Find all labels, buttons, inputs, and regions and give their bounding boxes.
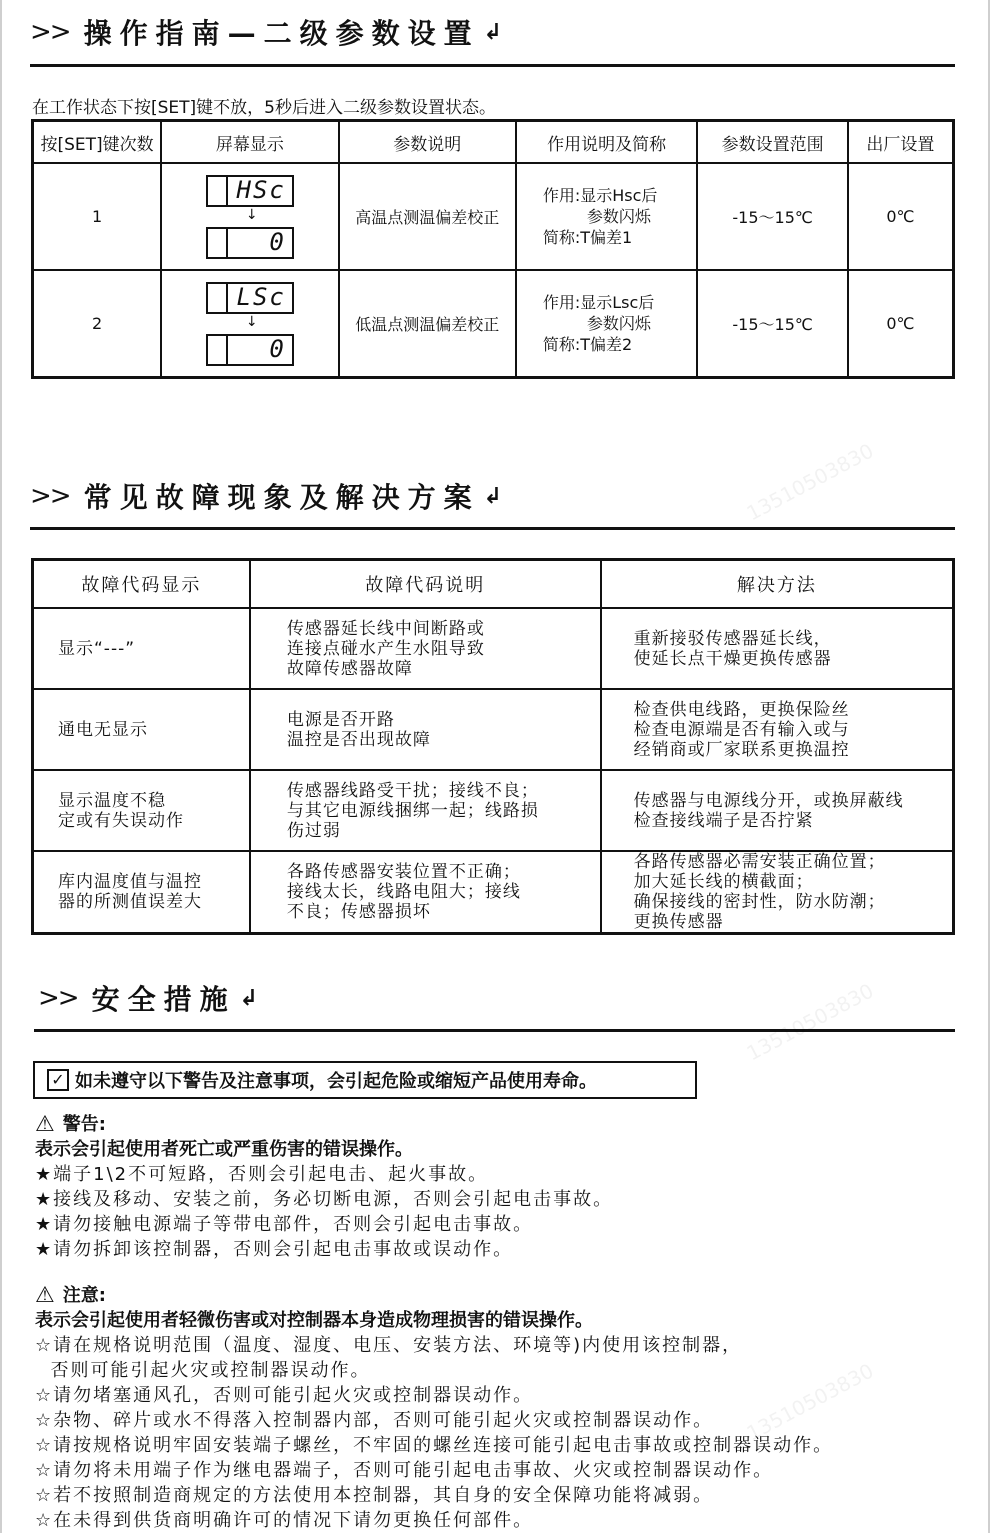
header-cell: 出厂设置 bbox=[848, 121, 954, 164]
watermark: 13510503830 bbox=[742, 978, 878, 1066]
section-faults-rule bbox=[30, 527, 955, 530]
function-line: 参数闪烁 bbox=[586, 314, 651, 333]
fault-desc bbox=[250, 851, 601, 934]
caution-block bbox=[35, 1283, 833, 1533]
table-header-row bbox=[33, 560, 954, 609]
param-table bbox=[31, 119, 955, 379]
header-cell: 参数说明 bbox=[339, 121, 516, 164]
cell-line: 传感器线路受干扰；接线不良； bbox=[286, 780, 539, 801]
caution-label: 注意: bbox=[62, 1285, 106, 1306]
screen-display bbox=[161, 163, 339, 270]
caution-item: ☆在未得到供货商明确许可的情况下请勿更换任何部件。 bbox=[35, 1510, 534, 1531]
caution-item: ☆若不按照制造商规定的方法使用本控制器，其自身的安全保障功能将减弱。 bbox=[35, 1485, 714, 1506]
cell-line: 更换传感器 bbox=[633, 912, 724, 932]
fault-desc bbox=[250, 689, 601, 770]
lcd-top-text: LSc bbox=[236, 282, 286, 311]
fault-fix bbox=[601, 689, 954, 770]
warning-label: 警告: bbox=[62, 1114, 106, 1135]
section-params-header bbox=[30, 12, 502, 52]
cell-line: 检查接线端子是否拧紧 bbox=[633, 810, 814, 831]
param-desc: 高温点测温偏差校正 bbox=[339, 163, 516, 270]
header-cell: 故障代码说明 bbox=[250, 560, 601, 609]
function-line: 作用:显示Lsc后 bbox=[542, 293, 655, 312]
lcd-bottom-text: 0 bbox=[269, 227, 286, 256]
lcd-top-text: HSc bbox=[236, 175, 286, 204]
caution-item: ☆杂物、碎片或水不得落入控制器内部，否则可能引起火灾或控制器误动作。 bbox=[35, 1410, 714, 1431]
section-params-rule bbox=[30, 64, 955, 67]
lcd-display-icon bbox=[206, 175, 294, 255]
warning-lead: 表示会引起使用者死亡或严重伤害的错误操作。 bbox=[35, 1139, 413, 1160]
fault-code bbox=[33, 608, 250, 689]
warning-item: ★请勿接触电源端子等带电部件，否则会引起电击事故。 bbox=[35, 1214, 534, 1235]
cell-line: 不良；传感器损坏 bbox=[286, 902, 431, 922]
caution-lead: 表示会引起使用者轻微伤害或对控制器本身造成物理损害的错误操作。 bbox=[35, 1310, 593, 1331]
watermark: 13510503830 bbox=[742, 438, 878, 526]
cell-line: 确保接线的密封性，防水防潮； bbox=[633, 892, 886, 912]
press-count: 2 bbox=[33, 270, 162, 378]
cell-line: 显示温度不稳 bbox=[58, 790, 166, 811]
cell-line: 检查供电线路，更换保险丝 bbox=[633, 699, 850, 720]
cell-line: 库内温度值与温控 bbox=[58, 872, 202, 892]
warning-item: ★请勿拆卸该控制器，否则会引起电击事故或误动作。 bbox=[35, 1239, 514, 1260]
cell-line: 经销商或厂家联系更换温控 bbox=[633, 739, 850, 760]
header-cell: 作用说明及简称 bbox=[516, 121, 698, 164]
cell-line: 传感器延长线中间断路或 bbox=[286, 618, 485, 639]
header-cell: 屏幕显示 bbox=[161, 121, 339, 164]
cell-line: 接线太长，线路电阻大；接线 bbox=[286, 882, 521, 902]
watermark: 13510503830 bbox=[742, 1358, 878, 1446]
function-line: 作用:显示Hsc后 bbox=[542, 186, 658, 205]
corner-arrow-icon: ↲ bbox=[483, 483, 503, 509]
chevron-icon: >> bbox=[30, 481, 70, 511]
fault-fix bbox=[601, 851, 954, 934]
fault-code bbox=[33, 770, 250, 851]
lcd-bottom-text: 0 bbox=[269, 334, 286, 363]
header-cell: 按[SET]键次数 bbox=[33, 121, 162, 164]
section-safety-rule bbox=[34, 1029, 955, 1032]
warning-block bbox=[35, 1112, 613, 1262]
cell-line: 通电无显示 bbox=[58, 719, 148, 740]
caution-item: 否则可能引起火灾或控制器误动作。 bbox=[35, 1360, 371, 1381]
down-arrow-icon: ↓ bbox=[245, 313, 258, 330]
warning-heading bbox=[35, 1112, 613, 1137]
caution-item: ☆请按规格说明牢固安装端子螺丝，不牢固的螺丝连接可能引起电击事故或控制器误动作。 bbox=[35, 1435, 834, 1456]
section-safety-header bbox=[38, 978, 258, 1018]
fault-code bbox=[33, 689, 250, 770]
params-intro: 在工作状态下按[SET]键不放，5秒后进入二级参数设置状态。 bbox=[32, 98, 496, 118]
function-line: 简称:T偏差1 bbox=[542, 228, 633, 247]
page-left-border bbox=[0, 0, 2, 1533]
cell-line: 使延长点干燥更换传感器 bbox=[633, 648, 832, 669]
safety-notice bbox=[33, 1061, 697, 1099]
warning-item: ★端子1\2不可短路，否则会引起电击、起火事故。 bbox=[35, 1164, 489, 1185]
fault-code bbox=[33, 851, 250, 934]
caution-item: ☆请勿堵塞通风孔，否则可能引起火灾或控制器误动作。 bbox=[35, 1385, 534, 1406]
cell-line: 检查电源端是否有输入或与 bbox=[633, 719, 850, 740]
press-count: 1 bbox=[33, 163, 162, 270]
table-header-row bbox=[33, 121, 954, 164]
table-row bbox=[33, 270, 954, 378]
param-range: -15～15℃ bbox=[697, 163, 847, 270]
header-cell: 参数设置范围 bbox=[697, 121, 847, 164]
cell-line: 定或有失误动作 bbox=[58, 810, 184, 831]
cell-line: 传感器与电源线分开，或换屏蔽线 bbox=[633, 790, 904, 811]
caution-item: ☆请勿将未用端子作为继电器端子，否则可能引起电击事故、火灾或控制器误动作。 bbox=[35, 1460, 774, 1481]
warning-triangle-icon: ⚠ bbox=[35, 1112, 55, 1137]
cell-line: 器的所测值误差大 bbox=[58, 892, 202, 912]
section-params-title: 操作指南—二级参数设置 bbox=[83, 17, 480, 50]
fault-table bbox=[31, 558, 955, 935]
param-desc: 低温点测温偏差校正 bbox=[339, 270, 516, 378]
table-row bbox=[33, 163, 954, 270]
corner-arrow-icon: ↲ bbox=[239, 985, 259, 1011]
fault-desc bbox=[250, 608, 601, 689]
section-faults-title: 常见故障现象及解决方案 bbox=[83, 481, 480, 514]
table-row bbox=[33, 851, 954, 934]
header-cell: 故障代码显示 bbox=[33, 560, 250, 609]
section-safety-title: 安全措施 bbox=[91, 983, 236, 1016]
cell-line: 重新接驳传感器延长线， bbox=[633, 628, 832, 649]
checkmark-icon: ✓ bbox=[47, 1069, 69, 1091]
section-faults-header bbox=[30, 476, 502, 516]
table-row bbox=[33, 770, 954, 851]
chevron-icon: >> bbox=[30, 17, 70, 47]
cell-line: 故障传感器故障 bbox=[286, 658, 413, 679]
table-row bbox=[33, 689, 954, 770]
notice-text: 如未遵守以下警告及注意事项，会引起危险或缩短产品使用寿命。 bbox=[75, 1071, 597, 1092]
param-range: -15～15℃ bbox=[697, 270, 847, 378]
lcd-display-icon bbox=[206, 282, 294, 362]
fault-fix bbox=[601, 608, 954, 689]
function-line: 简称:T偏差2 bbox=[542, 335, 633, 354]
cell-line: 各路传感器必需安装正确位置； bbox=[633, 852, 886, 872]
caution-triangle-icon: ⚠ bbox=[35, 1283, 55, 1308]
cell-line: 伤过弱 bbox=[286, 820, 341, 841]
warning-item: ★接线及移动、安装之前，务必切断电源，否则会引起电击事故。 bbox=[35, 1189, 614, 1210]
cell-line: 与其它电源线捆绑一起；线路损 bbox=[286, 800, 539, 821]
cell-line: 各路传感器安装位置不正确； bbox=[286, 862, 521, 882]
chevron-icon: >> bbox=[38, 983, 78, 1013]
corner-arrow-icon: ↲ bbox=[483, 19, 503, 45]
screen-display bbox=[161, 270, 339, 378]
cell-line: 显示“---” bbox=[58, 638, 136, 659]
fault-fix bbox=[601, 770, 954, 851]
cell-line: 连接点碰水产生水阻导致 bbox=[286, 638, 485, 659]
function-desc bbox=[516, 163, 698, 270]
factory-default: 0℃ bbox=[848, 163, 954, 270]
cell-line: 加大延长线的横截面； bbox=[633, 872, 814, 892]
down-arrow-icon: ↓ bbox=[245, 206, 258, 223]
function-line: 参数闪烁 bbox=[586, 207, 651, 226]
cell-line: 温控是否出现故障 bbox=[286, 729, 431, 750]
fault-desc bbox=[250, 770, 601, 851]
function-desc bbox=[516, 270, 698, 378]
factory-default: 0℃ bbox=[848, 270, 954, 378]
caution-item: ☆请在规格说明范围（温度、湿度、电压、安装方法、环境等)内使用该控制器， bbox=[35, 1335, 743, 1356]
table-row bbox=[33, 608, 954, 689]
caution-heading bbox=[35, 1283, 833, 1308]
header-cell: 解决方法 bbox=[601, 560, 954, 609]
cell-line: 电源是否开路 bbox=[286, 709, 395, 730]
